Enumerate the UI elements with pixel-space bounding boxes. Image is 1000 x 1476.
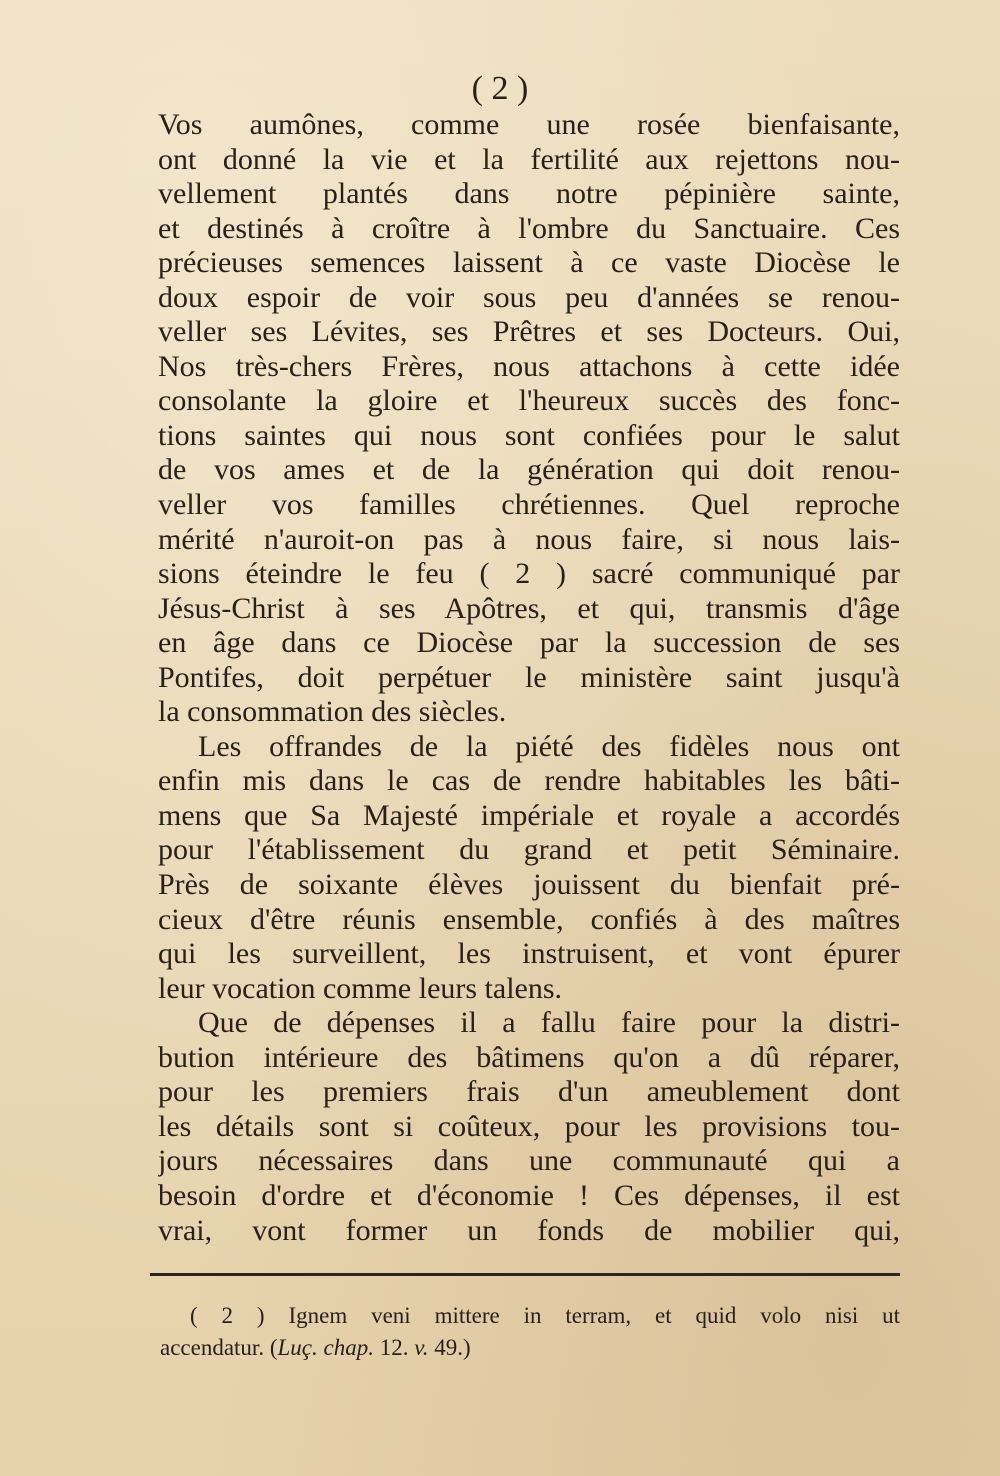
text-line: qui les surveillent, les instruisent, et vont épurer (158, 937, 900, 971)
text-line: cieux d'être réunis ensemble, confiés à des maîtres (158, 902, 900, 936)
text-line: consolante la gloire et l'heureux succès des fonc- (158, 384, 900, 418)
text-line: bution intérieure des bâtimens qu'on a dû réparer, (158, 1040, 900, 1074)
text-line: Les offrandes de la piété des fidèles nous ont (198, 729, 900, 763)
footnote-line-2-start: accendatur. ( (160, 1335, 278, 1360)
text-line: Que de dépenses il a fallu faire pour la distri- (198, 1006, 900, 1040)
footnote-line-2-end: ) (462, 1335, 471, 1360)
footnote-ref-chap: 12. (379, 1335, 409, 1360)
text-line: vellement plantés dans notre pépinière sainte, (158, 177, 900, 211)
text-line: vrai, vont former un fonds de mobilier qui, (158, 1213, 900, 1247)
text-line: doux espoir de voir sous peu d'années se renou- (158, 280, 900, 314)
text-line: enfin mis dans le cas de rendre habitables les bâti- (158, 764, 900, 798)
text-line: Pontifes, doit perpétuer le ministère saint jusqu'à (158, 660, 900, 694)
text-line: veller ses Lévites, ses Prêtres et ses Docteurs. Oui, (158, 315, 900, 349)
footnote-ref-book: Luç. (277, 1335, 318, 1360)
text-line: mérité n'auroit-on pas à nous faire, si nous lais- (158, 522, 900, 556)
footnote-line-2 (160, 1332, 900, 1364)
text-line: ont donné la vie et la fertilité aux rejettons nou- (158, 142, 900, 176)
footnote-ref-chap-label: chap. (323, 1335, 374, 1360)
text-line: de vos ames et de la génération qui doit renou- (158, 453, 900, 487)
text-line: pour les premiers frais d'un ameublement dont (158, 1075, 900, 1109)
text-line: Jésus-Christ à ses Apôtres, et qui, transmis d'âge (158, 591, 900, 625)
footnote (160, 1300, 900, 1364)
text-line: précieuses semences laissent à ce vaste Diocèse le (158, 246, 900, 280)
text-line: Vos aumônes, comme une rosée bienfaisante, (158, 108, 900, 141)
page-number: ( 2 ) (471, 70, 529, 107)
text-line: les détails sont si coûteux, pour les provisions tou- (158, 1109, 900, 1143)
text-line: Près de soixante élèves jouissent du bienfait pré- (158, 868, 900, 902)
text-line: veller vos familles chrétiennes. Quel reproche (158, 488, 900, 522)
footnote-line-1: ( 2 ) Ignem veni mittere in terram, et quid volo nisi ut (190, 1303, 900, 1328)
text-line: la consommation des siècles. (158, 695, 507, 729)
footnote-ref-verse-label: v. (414, 1335, 429, 1360)
text-line: tions saintes qui nous sont confiées pour le salut (158, 418, 900, 452)
footnote-rule (150, 1273, 900, 1276)
text-line: Nos très-chers Frères, nous attachons à cette idée (158, 349, 900, 383)
text-line: en âge dans ce Diocèse par la succession de ses (158, 626, 900, 660)
text-line: sions éteindre le feu ( 2 ) sacré communiqué par (158, 557, 900, 591)
footnote-ref-verse: 49. (434, 1335, 463, 1360)
text-line: jours nécessaires dans une communauté qui a (158, 1144, 900, 1178)
text-line: leur vocation comme leurs talens. (158, 971, 563, 1005)
text-line: et destinés à croître à l'ombre du Sanctuaire. Ces (158, 211, 900, 245)
text-line: pour l'établissement du grand et petit Séminaire. (158, 833, 900, 867)
text-line: mens que Sa Majesté impériale et royale a accordés (158, 798, 900, 832)
body-text (158, 108, 900, 1248)
text-line: besoin d'ordre et d'économie ! Ces dépenses, il est (158, 1178, 900, 1212)
